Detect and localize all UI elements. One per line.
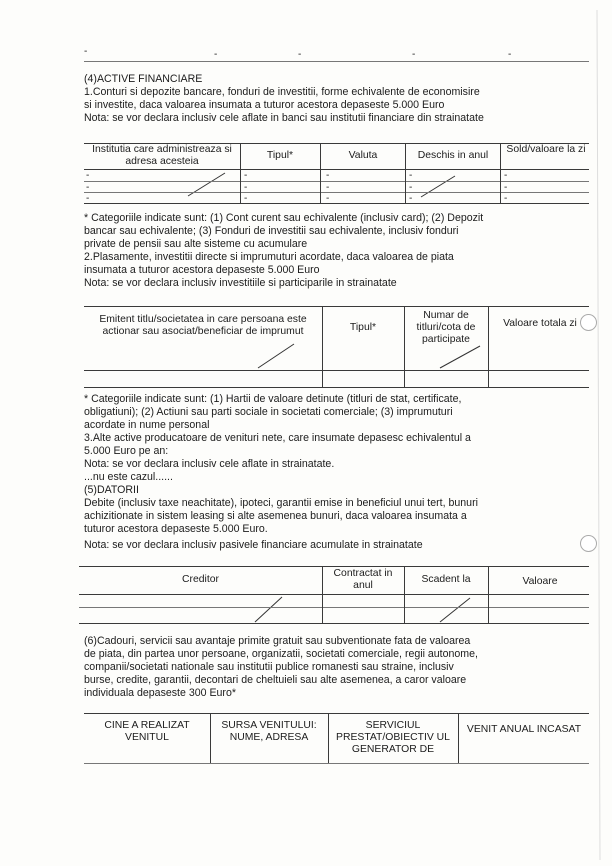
paragraph-line: (6)Cadouri, servicii sau avantaje primite gratuit sau subventionate fata de valoarea [84,635,471,647]
column-header: Emitent titlu/societatea in care persoana este actionar sau asociat/beneficiar de imprumut [99,314,307,337]
column-header: Institutia care administreaza si adresa acesteia [92,144,232,167]
cell-dash: - [504,170,508,181]
cell-dash: - [244,182,248,193]
column-header: Valuta [348,150,378,161]
not-applicable-note: ...nu este cazul...... [84,471,173,483]
divider [84,61,589,62]
top-dash: - [214,49,218,60]
column-header: VENIT ANUAL INCASAT [466,724,582,735]
paragraph-line: companii/societati nationale sau institutii publice romanesti sau straine, inclusiv [84,661,454,673]
paragraph-line: Nota: se vor declara inclusiv pasivele financiare acumulate in strainatate [84,539,423,551]
punch-hole [580,535,597,552]
paragraph-line: 1.Conturi si depozite bancare, fonduri de investitii, forme echivalente de economisire [84,86,480,98]
paragraph-line: 5.000 Euro pe an: [84,445,169,457]
footnote-line: bancar sau echivalente; (3) Fonduri de investitii sau echivalente, inclusiv fonduri [84,225,459,237]
column-header: Valoare totala zi [503,318,577,329]
section-title: (5)DATORII [84,484,139,496]
cell-dash: - [244,193,248,204]
paragraph-line: Nota: se vor declara inclusiv cele aflate in strainatate. [84,458,335,470]
cell-dash: - [409,193,413,204]
cell-dash: - [86,193,90,204]
cell-dash: - [504,193,508,204]
column-header: CINE A REALIZAT VENITUL [104,720,190,743]
section-title: (4)ACTIVE FINANCIARE [84,73,203,85]
paragraph-line: 3.Alte active producatoare de venituri nete, care insumate depasesc echivalentul a [84,432,471,444]
paragraph-line: 2.Plasamente, investitii directe si imprumuturi acordate, daca valoarea de piata [84,251,454,263]
paragraph-line: Debite (inclusiv taxe neachitate), ipoteci, garantii emise in beneficiul unui tert, bunuri [84,497,478,509]
paragraph-line: Nota: se vor declara inclusiv cele aflate in banci sau institutii financiare din strainatate [84,112,484,124]
cell-dash: - [244,170,248,181]
cell-dash: - [326,193,330,204]
footnote-line: obligatiuni); (2) Actiuni sau parti sociale in societati comerciale; (3) imprumuturi [84,406,453,418]
footnote-line: * Categoriile indicate sunt: (1) Cont curent sau echivalente (inclusiv card); (2) Depozit [84,212,484,224]
cell-dash: - [409,170,413,181]
column-header: Tipul* [266,150,294,161]
cell-dash: - [86,170,90,181]
footnote-line: private de pensii sau alte sisteme cu acumulare [84,238,308,250]
top-dash: - [298,49,302,60]
column-header: Contractat in anul [333,568,393,591]
column-header: Creditor [182,574,219,585]
cell-dash: - [326,170,330,181]
cell-dash: - [409,182,413,193]
paragraph-line: insumata a tuturor acestora depaseste 5.000 Euro [84,264,320,276]
footnote-line: acordate in nume personal [84,419,210,431]
cell-dash: - [504,182,508,193]
cell-dash: - [86,182,90,193]
top-dash: - [84,46,88,57]
cell-dash: - [326,182,330,193]
paragraph-line: Nota: se vor declara inclusiv investitiile si participarile in strainatate [84,277,397,289]
column-header: Numar de titluri/cota de participate [416,310,476,345]
paragraph-line: si investite, daca valoarea insumata a tuturor acestora depaseste 5.000 Euro [84,99,445,111]
paragraph-line: individuala depaseste 300 Euro* [84,687,236,699]
paragraph-line: tuturor acestora depaseste 5.000 Euro. [84,523,268,535]
column-header: Sold/valoare la zi [506,144,586,155]
paragraph-line: de piata, din partea unor persoane, organizatii, societati comerciale, regii autonome, [84,648,478,660]
footnote-line: * Categoriile indicate sunt: (1) Hartii de valoare detinute (titluri de stat, certificate, [84,393,462,405]
column-header: SURSA VENITULUI: NUME, ADRESA [221,720,317,743]
column-header: Tipul* [349,322,377,333]
column-header: Scadent la [421,574,471,585]
paragraph-line: achizitionate in sistem leasing si alte asemenea bunuri, daca valoarea insumata a [84,510,467,522]
paragraph-line: burse, credite, garantii, decontari de cheltuieli sau alte asemenea, a caror valoare [84,674,467,686]
column-header: SERVICIUL PRESTAT/OBIECTIV UL GENERATOR DE [336,720,450,755]
top-dash: - [508,49,512,60]
column-header: Deschis in anul [417,150,489,161]
top-dash: - [412,49,416,60]
column-header: Valoare [522,576,558,587]
